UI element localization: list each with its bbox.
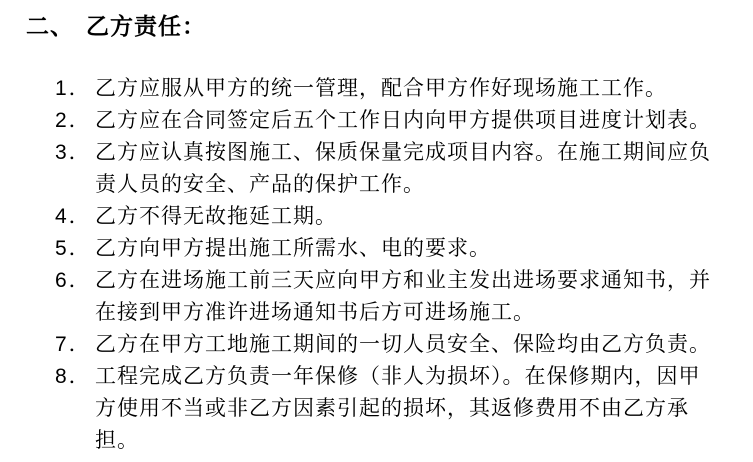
clause-item: [55, 361, 735, 457]
clause-text: 工程完成乙方负责一年保修（非人为损坏）。在保修期内，因甲方使用不当或非乙方因素引起的损坏，其返修费用不由乙方承担。: [95, 365, 701, 452]
clause-item: [55, 137, 735, 201]
section-number: 二、: [26, 13, 74, 39]
clause-item: [55, 265, 735, 329]
clause-text: 乙方应服从甲方的统一管理，配合甲方作好现场施工工作。: [95, 77, 667, 100]
clause-text: 乙方应在合同签定后五个工作日内向甲方提供项目进度计划表。: [95, 109, 711, 132]
clause-text: 乙方在进场施工前三天应向甲方和业主发出进场要求通知书，并在接到甲方准许进场通知书后方可进场施工。: [95, 269, 711, 324]
section-heading: [26, 11, 206, 41]
clause-number: 1．: [55, 77, 92, 100]
clause-text: 乙方应认真按图施工、保质保量完成项目内容。在施工期间应负责人员的安全、产品的保护工作。: [95, 141, 711, 196]
clause-number: 7．: [55, 333, 92, 356]
clause-item: [55, 201, 735, 233]
clause-text: 乙方在甲方工地施工期间的一切人员安全、保险均由乙方负责。: [95, 333, 711, 356]
clause-item: [55, 105, 735, 137]
clause-list: [55, 73, 735, 457]
clause-text: 乙方不得无故拖延工期。: [95, 205, 337, 228]
clause-item: [55, 73, 735, 105]
clause-number: 5．: [55, 237, 92, 260]
clause-number: 4．: [55, 205, 92, 228]
clause-item: [55, 329, 735, 361]
clause-item: [55, 233, 735, 265]
clause-text: 乙方向甲方提出施工所需水、电的要求。: [95, 237, 491, 260]
section-title: 乙方责任：: [86, 13, 206, 39]
clause-number: 6．: [55, 269, 92, 292]
clause-number: 8．: [55, 365, 92, 388]
clause-number: 3．: [55, 141, 92, 164]
clause-number: 2．: [55, 109, 92, 132]
